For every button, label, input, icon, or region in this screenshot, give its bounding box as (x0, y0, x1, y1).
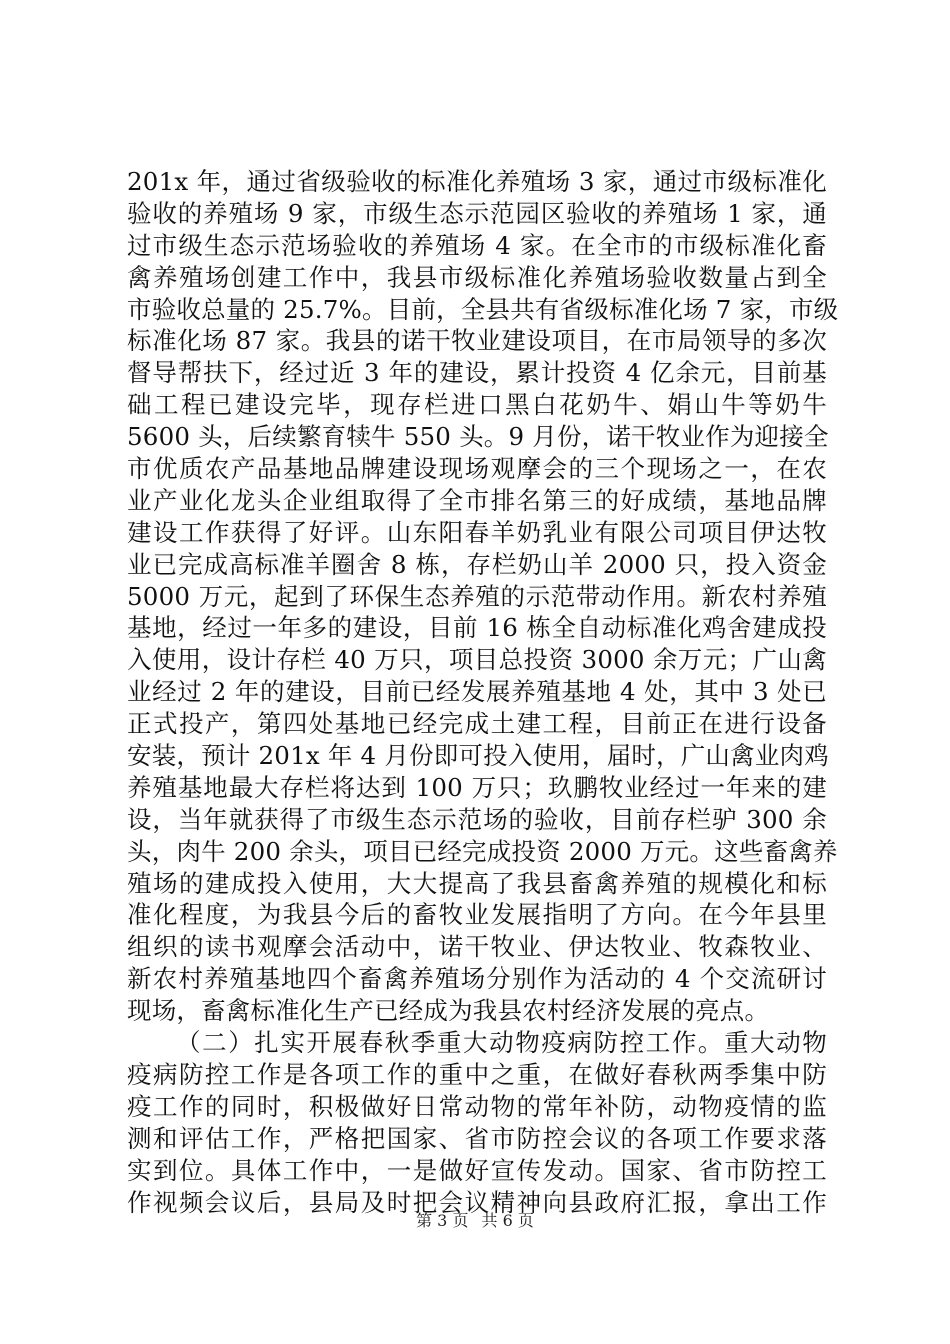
text-line: 实到位。具体工作中，一是做好宣传发动。国家、省市防控工 (127, 1155, 827, 1185)
page-number: 第 3 页 (416, 1211, 469, 1230)
text-line: 测和评估工作，严格把国家、省市防控会议的各项工作要求落 (127, 1123, 827, 1153)
text-line: 作视频会议后，县局及时把会议精神向县政府汇报，拿出工作 (127, 1187, 827, 1217)
text-line: 设，当年就获得了市级生态示范场的验收，目前存栏驴 300 余 (127, 804, 827, 834)
text-line: 市优质农产品基地品牌建设现场观摩会的三个现场之一，在农 (127, 454, 827, 484)
text-line: 入使用，设计存栏 40 万只，项目总投资 3000 余万元；广山禽 (127, 645, 827, 675)
text-line: 督导帮扶下，经过近 3 年的建设，累计投资 4 亿余元，目前基 (127, 358, 827, 388)
text-line: 标准化场 87 家。我县的诺干牧业建设项目，在市局领导的多次 (127, 326, 827, 356)
text-line: 验收的养殖场 9 家，市级生态示范园区验收的养殖场 1 家，通 (127, 198, 827, 228)
text-line: 业已完成高标准羊圈舍 8 栋，存栏奶山羊 2000 只，投入资金 (127, 549, 827, 579)
text-line: 业产业化龙头企业组取得了全市排名第三的好成绩，基地品牌 (127, 485, 827, 515)
text-line: 业经过 2 年的建设，目前已经发展养殖基地 4 处，其中 3 处已 (127, 677, 827, 707)
text-line: 础工程已建设完毕，现存栏进口黑白花奶牛、娟山牛等奶牛 (127, 390, 827, 420)
text-line: 禽养殖场创建工作中，我县市级标准化养殖场验收数量占到全 (127, 262, 827, 292)
text-line: 安装，预计 201x 年 4 月份即可投入使用，届时，广山禽业肉鸡 (127, 741, 829, 771)
text-line: 201x 年，通过省级验收的标准化养殖场 3 家，通过市级标准化 (127, 167, 827, 196)
text-line: 组织的读书观摩会活动中，诺干牧业、伊达牧业、牧森牧业、 (127, 932, 827, 962)
body-text (127, 166, 839, 1218)
paragraph-2 (127, 1027, 827, 1218)
text-line: 准化程度，为我县今后的畜牧业发展指明了方向。在今年县里 (127, 900, 827, 930)
text-line: 正式投产，第四处基地已经完成土建工程，目前正在进行设备 (127, 709, 827, 739)
text-line: （二）扎实开展春秋季重大动物疫病防控工作。重大动物 (176, 1028, 827, 1058)
text-line: 5000 万元，起到了环保生态养殖的示范带动作用。新农村养殖 (127, 581, 827, 611)
text-line: 疫病防控工作是各项工作的重中之重，在做好春秋两季集中防 (127, 1059, 827, 1089)
text-line: 基地，经过一年多的建设，目前 16 栋全自动标准化鸡舍建成投 (127, 613, 827, 643)
text-line: 5600 头，后续繁育犊牛 550 头。9 月份，诺干牧业作为迎接全 (127, 422, 829, 452)
page-footer (0, 1211, 950, 1231)
text-line: 过市级生态示范场验收的养殖场 4 家。在全市的市级标准化畜 (127, 230, 827, 260)
text-line: 建设工作获得了好评。山东阳春羊奶乳业有限公司项目伊达牧 (127, 517, 827, 547)
text-line: 市验收总量的 25.7%。目前，全县共有省级标准化场 7 家，市级 (127, 294, 839, 324)
text-line: 现场，畜禽标准化生产已经成为我县农村经济发展的亮点。 (127, 996, 770, 1026)
text-line: 新农村养殖基地四个畜禽养殖场分别作为活动的 4 个交流研讨 (127, 964, 827, 994)
paragraph-1 (127, 166, 839, 1027)
page-total: 共 6 页 (481, 1211, 534, 1230)
text-line: 疫工作的同时，积极做好日常动物的常年补防，动物疫情的监 (127, 1091, 827, 1121)
text-line: 养殖基地最大存栏将达到 100 万只；玖鹏牧业经过一年来的建 (127, 772, 827, 802)
text-line: 头，肉牛 200 余头，项目已经完成投资 2000 万元。这些畜禽养 (127, 836, 838, 866)
text-line: 殖场的建成投入使用，大大提高了我县畜禽养殖的规模化和标 (127, 868, 827, 898)
